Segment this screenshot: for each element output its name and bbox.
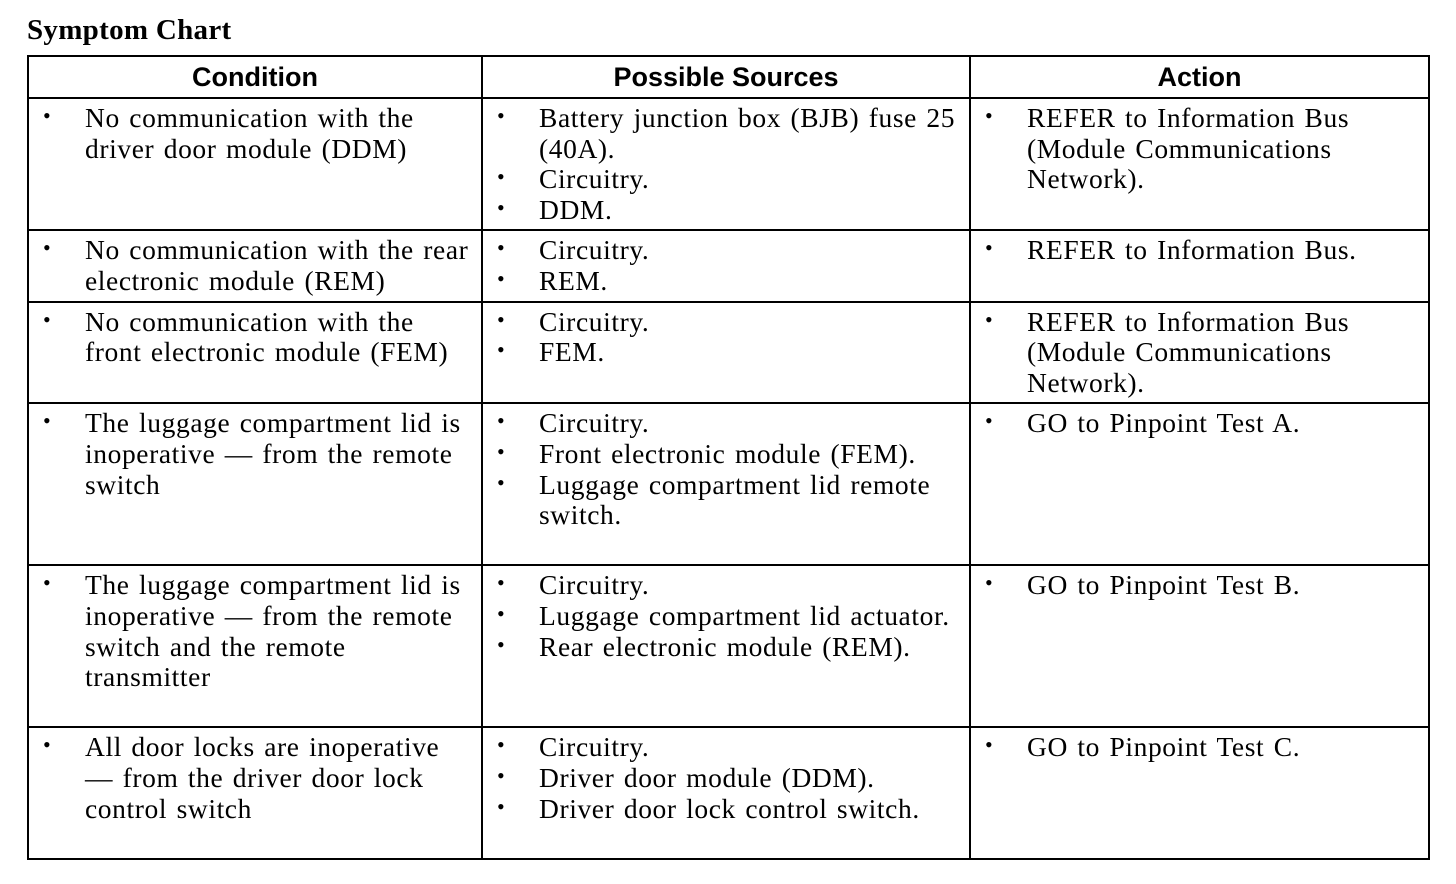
list-item: [971, 570, 1418, 601]
action-cell: [970, 727, 1429, 859]
bullet-icon: •: [497, 194, 506, 220]
list-item-text: Circuitry.: [539, 731, 650, 763]
list-item-text: The luggage compartment lid is inoperative — from the remote switch: [85, 407, 461, 500]
list-item-text: Front electronic module (FEM).: [539, 437, 916, 469]
list-item: [483, 337, 959, 368]
action-cell: [970, 403, 1429, 565]
list-item: [971, 103, 1418, 195]
bullet-icon: •: [497, 235, 506, 261]
list-item-text: Circuitry.: [539, 163, 650, 195]
bullet-list: [971, 728, 1428, 767]
possible-sources-cell: [482, 565, 970, 727]
list-item: [483, 794, 959, 825]
bullet-list: [483, 231, 969, 300]
possible-sources-cell: [482, 727, 970, 859]
condition-cell: [28, 230, 482, 301]
list-item: [483, 570, 959, 601]
list-item-text: DDM.: [539, 193, 613, 225]
list-item: [29, 408, 471, 500]
list-item: [483, 732, 959, 763]
list-item: [483, 408, 959, 439]
bullet-icon: •: [497, 600, 506, 626]
list-item-text: No communication with the rear electronic module (REM): [85, 234, 469, 296]
bullet-icon: •: [497, 265, 506, 291]
list-item-text: REFER to Information Bus (Module Communications Network).: [1027, 102, 1350, 195]
list-item: [483, 266, 959, 297]
table-row: [28, 403, 1429, 565]
list-item: [483, 439, 959, 470]
list-item-text: Driver door lock control switch.: [539, 792, 920, 824]
possible-sources-cell: [482, 403, 970, 565]
list-item: [483, 632, 959, 663]
possible-sources-cell: [482, 98, 970, 230]
bullet-icon: •: [985, 103, 994, 128]
column-header-possible-sources: Possible Sources: [482, 56, 970, 98]
table-row: [28, 98, 1429, 230]
bullet-icon: •: [497, 762, 506, 788]
list-item-text: All door locks are inoperative — from the driver door lock control switch: [85, 731, 440, 824]
list-item-text: FEM.: [539, 336, 605, 368]
bullet-list: [29, 99, 481, 168]
bullet-icon: •: [497, 103, 506, 128]
action-cell: [970, 98, 1429, 230]
list-item: [29, 235, 471, 296]
list-item-text: Luggage compartment lid remote switch.: [539, 468, 931, 531]
list-item-text: GO to Pinpoint Test A.: [1027, 407, 1301, 439]
condition-cell: [28, 565, 482, 727]
bullet-list: [971, 404, 1428, 443]
condition-cell: [28, 98, 482, 230]
bullet-list: [971, 566, 1428, 605]
bullet-icon: •: [985, 235, 994, 261]
condition-cell: [28, 302, 482, 404]
list-item: [971, 307, 1418, 399]
action-cell: [970, 302, 1429, 404]
list-item: [971, 235, 1418, 266]
list-item: [483, 195, 959, 226]
list-item-text: No communication with the driver door module (DDM): [85, 102, 414, 164]
list-item-text: GO to Pinpoint Test B.: [1027, 569, 1301, 601]
table-row: [28, 230, 1429, 301]
bullet-icon: •: [985, 408, 994, 434]
bullet-icon: •: [985, 732, 994, 758]
bullet-list: [29, 728, 481, 828]
bullet-list: [29, 404, 481, 504]
list-item: [971, 732, 1418, 763]
bullet-list: [483, 728, 969, 828]
list-item-text: No communication with the front electronic module (FEM): [85, 305, 449, 368]
bullet-list: [29, 231, 481, 300]
action-cell: [970, 565, 1429, 727]
bullet-list: [971, 99, 1428, 199]
condition-cell: [28, 727, 482, 859]
bullet-icon: •: [43, 103, 52, 128]
list-item-text: GO to Pinpoint Test C.: [1027, 731, 1301, 763]
list-item: [29, 307, 471, 368]
list-item-text: REFER to Information Bus (Module Communications Network).: [1027, 305, 1350, 398]
table-body: [28, 98, 1429, 859]
symptom-table: [27, 55, 1430, 860]
table-header-row: [28, 56, 1429, 98]
bullet-list: [483, 99, 969, 229]
list-item: [971, 408, 1418, 439]
bullet-icon: •: [497, 631, 506, 657]
list-item-text: Luggage compartment lid actuator.: [539, 599, 950, 631]
list-item: [483, 601, 959, 632]
bullet-icon: •: [497, 408, 506, 434]
table-row: [28, 565, 1429, 727]
list-item: [483, 164, 959, 195]
list-item: [483, 763, 959, 794]
bullet-icon: •: [497, 164, 506, 190]
possible-sources-cell: [482, 302, 970, 404]
list-item-text: The luggage compartment lid is inoperative — from the remote switch and the remote transmitter: [85, 569, 461, 693]
list-item: [483, 235, 959, 266]
bullet-icon: •: [497, 793, 506, 819]
list-item-text: REM.: [539, 264, 608, 296]
table-row: [28, 302, 1429, 404]
list-item: [483, 470, 959, 531]
list-item-text: Circuitry.: [539, 569, 650, 601]
bullet-icon: •: [497, 469, 506, 495]
list-item-text: Driver door module (DDM).: [539, 761, 875, 793]
action-cell: [970, 230, 1429, 301]
list-item-text: Circuitry.: [539, 407, 650, 439]
bullet-icon: •: [43, 732, 52, 758]
bullet-list: [29, 566, 481, 696]
bullet-icon: •: [497, 570, 506, 596]
page-title: Symptom Chart: [27, 14, 232, 46]
bullet-icon: •: [497, 337, 506, 363]
column-header-condition: Condition: [28, 56, 482, 98]
bullet-list: [29, 303, 481, 372]
possible-sources-cell: [482, 230, 970, 301]
bullet-icon: •: [497, 306, 506, 332]
bullet-icon: •: [43, 235, 52, 261]
list-item: [483, 103, 959, 164]
bullet-list: [971, 231, 1428, 270]
bullet-list: [483, 566, 969, 666]
bullet-icon: •: [497, 438, 506, 464]
bullet-icon: •: [985, 570, 994, 596]
bullet-icon: •: [43, 408, 52, 434]
bullet-icon: •: [43, 306, 52, 332]
list-item-text: Circuitry.: [539, 234, 650, 266]
bullet-list: [971, 303, 1428, 403]
table-row: [28, 727, 1429, 859]
list-item: [29, 732, 471, 824]
list-item-text: Circuitry.: [539, 305, 650, 337]
bullet-icon: •: [43, 570, 52, 596]
bullet-icon: •: [985, 306, 994, 332]
list-item: [483, 307, 959, 338]
column-header-action: Action: [970, 56, 1429, 98]
list-item-text: Rear electronic module (REM).: [539, 630, 911, 662]
condition-cell: [28, 403, 482, 565]
list-item-text: Battery junction box (BJB) fuse 25 (40A).: [539, 102, 956, 164]
list-item-text: REFER to Information Bus.: [1027, 234, 1357, 266]
list-item: [29, 570, 471, 692]
bullet-list: [483, 404, 969, 534]
bullet-list: [483, 303, 969, 372]
list-item: [29, 103, 471, 164]
bullet-icon: •: [497, 732, 506, 758]
